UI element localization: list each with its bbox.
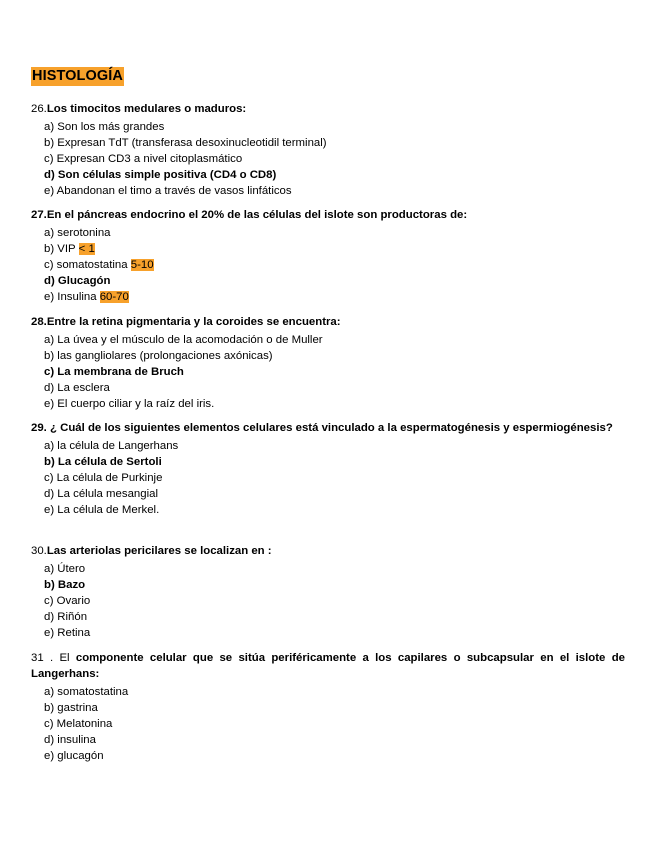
section-title: HISTOLOGÍA: [32, 68, 123, 84]
option-c-correct: c) La membrana de Bruch: [44, 366, 184, 378]
option-d: d) La célula mesangial: [44, 488, 158, 500]
option-text: d) Glucagón: [44, 275, 111, 287]
option-c: c) Expresan CD3 a nivel citoplasmático: [44, 153, 243, 165]
highlight-note: 60-70: [99, 291, 129, 303]
option-a: a) Son los más grandes: [44, 121, 165, 133]
question-29: [31, 420, 625, 518]
option-e: e) El cuerpo ciliar y la raíz del iris.: [44, 398, 215, 410]
highlight-note: 5-10: [130, 259, 154, 271]
option-b: [31, 241, 625, 257]
question-stem: 29. ¿ Cuál de los siguientes elementos celulares está vinculado a la espermatogénesis y espermiogénesis?: [31, 422, 613, 434]
question-stem: Los timocitos medulares o maduros:: [46, 103, 247, 115]
option-text: b) VIP: [44, 243, 79, 255]
option-a: a) La úvea y el músculo de la acomodación o de Muller: [44, 334, 323, 346]
highlight-note: < 1: [78, 243, 95, 255]
option-a: a) la célula de Langerhans: [44, 440, 179, 452]
question-number: 26.: [31, 103, 47, 115]
question-text: [31, 543, 625, 559]
option-c: c) La célula de Purkinje: [44, 472, 163, 484]
option-d-correct: d) Son células simple positiva (CD4 o CD8): [44, 169, 277, 181]
question-stem: componente celular que se sitúa periféricamente a los capilares o subcapsular en el islote de Langerhans:: [31, 652, 625, 680]
question-30: [31, 543, 625, 641]
option-d-correct: [31, 273, 625, 289]
question-27: [31, 207, 625, 305]
question-text: [31, 650, 625, 682]
option-e: e) Abandonan el timo a través de vasos linfáticos: [44, 185, 292, 197]
option-c: c) Melatonina: [44, 718, 113, 730]
option-c: [31, 257, 625, 273]
option-d: d) insulina: [44, 734, 96, 746]
question-31: [31, 650, 625, 764]
option-text: a) serotonina: [44, 227, 111, 239]
option-b-correct: b) La célula de Sertoli: [44, 456, 162, 468]
question-stem: 28.Entre la retina pigmentaria y la coroides se encuentra:: [31, 316, 341, 328]
option-text: c) somatostatina: [44, 259, 131, 271]
question-number: 30.: [31, 545, 47, 557]
option-a: a) somatostatina: [44, 686, 129, 698]
option-a: a) Útero: [44, 563, 86, 575]
question-26: [31, 101, 625, 199]
option-e: [31, 289, 625, 305]
option-e: e) glucagón: [44, 750, 104, 762]
question-stem: 27.En el páncreas endocrino el 20% de las células del islote son productoras de:: [31, 209, 468, 221]
option-b: b) Expresan TdT (transferasa desoxinucleotidil terminal): [44, 137, 327, 149]
option-b: b) gastrina: [44, 702, 98, 714]
option-d: d) Riñón: [44, 611, 88, 623]
question-number: 31 . El: [31, 652, 76, 664]
option-text: e) Insulina: [44, 291, 100, 303]
option-b: b) las gangliolares (prolongaciones axónicas): [44, 350, 273, 362]
option-b-correct: b) Bazo: [44, 579, 86, 591]
option-e: e) La célula de Merkel.: [44, 504, 160, 516]
question-28: [31, 314, 625, 412]
option-e: e) Retina: [44, 627, 91, 639]
option-c: c) Ovario: [44, 595, 91, 607]
question-text: [31, 101, 625, 117]
question-stem: Las arteriolas pericilares se localizan en :: [46, 545, 272, 557]
option-d: d) La esclera: [44, 382, 110, 394]
option-a: [31, 225, 625, 241]
